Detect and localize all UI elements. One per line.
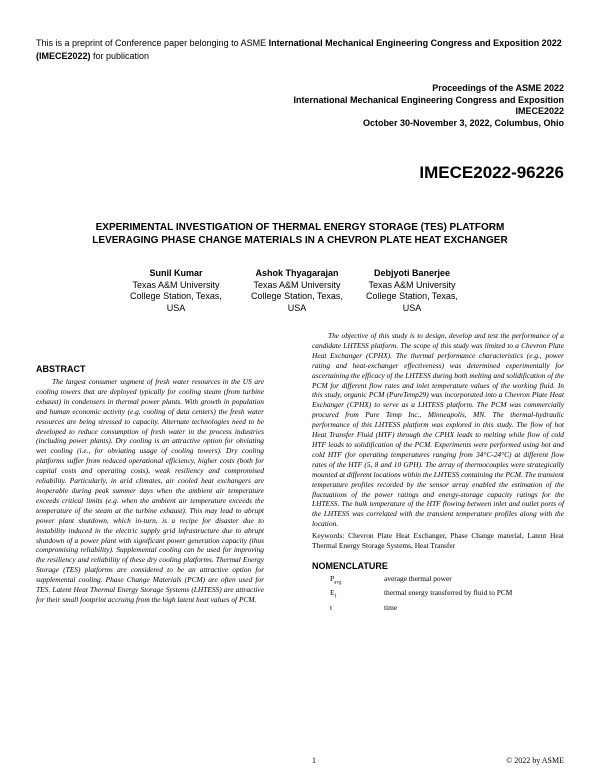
author-block — [243, 268, 351, 314]
preprint-prefix: This is a preprint of Conference paper belonging to ASME — [36, 38, 269, 48]
preprint-suffix: for publication — [90, 50, 150, 61]
nomenclature-definition: thermal energy transferred by fluid to PCM — [384, 588, 513, 598]
nomenclature-symbol: t — [330, 602, 333, 612]
author-affiliation: Texas A&M University — [368, 279, 456, 290]
author-name: Sunil Kumar — [149, 268, 203, 278]
proceedings-line: IMECE2022 — [515, 106, 564, 116]
author-city: College Station, Texas, — [251, 291, 343, 301]
nomenclature-heading: NOMENCLATURE — [312, 560, 388, 571]
nomenclature-symbol: $E_f$ — [330, 588, 337, 600]
paper-id: IMECE2022-96226 — [419, 163, 564, 182]
proceedings-line: Proceedings of the ASME 2022 — [432, 83, 564, 93]
author-name: Debjyoti Banerjee — [373, 268, 451, 278]
author-name: Ashok Thyagarajan — [255, 268, 339, 278]
nomenclature-row — [312, 603, 564, 617]
conference-name: International Mechanical Engineering Congress and Exposition 2022 (IMECE2022) — [36, 38, 562, 61]
keywords: Keywords: Chevron Plate Heat Exchanger, Phase Change material, Latent Heat Thermal Energy Storage Systems, Heat Transfer — [312, 531, 564, 551]
nomenclature-definition: average thermal power — [384, 573, 452, 583]
author-country: USA — [287, 302, 307, 313]
page-number: 1 — [312, 756, 316, 765]
preprint-notice — [36, 37, 564, 62]
paper-title — [40, 221, 560, 247]
nomenclature-row — [312, 574, 564, 588]
objective-paragraph: The objective of this study is to design, develop and test the performance of a candidate LHTESS platform. The scope of this study was limited to a Chevron Plate Heat Exchanger (CPHX). The thermal performance characteristics (e.g., power rating and heat-exchanger effectiveness) was determined experimentally for ascertaining the efficacy of the LHTESS during both melting and solidification of the PCM for different flow rates and inlet temperature values of the working fluid. In this study, organic PCM (PureTemp29) was incorporated into a Chevron Plate Heat Exchanger (CPHX) to serve as a LHTESS platform. The PCM was commercially procured from Pure Temp Inc., Minneapolis, MN. The thermal-hydraulic performance of this LHTESS platform was explored in this study. The flow of hot Heat Transfer Fluid (HTF) through the CPHX leads to melting while flow of cold HTF leads to solidification of the PCM. Experiments were performed using hot and cold HTF (for operating temperatures ranging from 34°C-24°C) at different flow rates of the HTF (5, 8 and 10 GPH). The array of thermocouples were strategically mounted at different locations within the LHTESS containing the PCM. The transient temperature profiles recorded by the sensor array enabled the estimation of the fluctuations of the power ratings and energy-storage capacity ratings for the LHTESS. The bulk temperature of the HTF flowing between inlet and outlet ports of the LHTESS was correlated with the transient temperature profiles along with the location. — [312, 331, 564, 529]
nomenclature-symbol: $P_{avg}$ — [330, 573, 342, 586]
nomenclature-row — [312, 588, 564, 602]
title-line: LEVERAGING PHASE CHANGE MATERIALS IN A CHEVRON PLATE HEAT EXCHANGER — [92, 235, 508, 246]
author-city: College Station, Texas, — [366, 291, 458, 301]
proceedings-line: International Mechanical Engineering Congress and Exposition — [293, 94, 564, 105]
author-block — [358, 268, 466, 314]
left-column — [36, 364, 264, 605]
author-country: USA — [166, 302, 186, 313]
title-line: EXPERIMENTAL INVESTIGATION OF THERMAL ENERGY STORAGE (TES) PLATFORM — [95, 222, 505, 233]
author-block — [122, 268, 230, 314]
author-affiliation: Texas A&M University — [132, 279, 220, 290]
right-column — [312, 331, 564, 617]
author-country: USA — [402, 302, 422, 313]
proceedings-line: October 30-November 3, 2022, Columbus, Ohio — [362, 117, 564, 128]
proceedings-block — [293, 83, 564, 129]
author-city: College Station, Texas, — [130, 291, 222, 301]
copyright: © 2022 by ASME — [506, 756, 564, 765]
abstract-heading: ABSTRACT — [36, 364, 86, 374]
author-affiliation: Texas A&M University — [253, 279, 341, 290]
abstract-text: The largest consumer segment of fresh water resources in the US are cooling towers that are deployed typically for cooling steam (from turbine exhaust) in condensers in thermal power plants. With growth in population and human economic activity (e.g. cooling of data centers) the fresh water resources are being stressed to capacity. Alternate technologies need to be developed to reduce consumption of fresh water in the process industries (including power plants). Dry cooling is an attractive option for obviating wet cooling (i.e., for obviating usage of cooling towers). Dry cooling platforms suffer from reduced operational efficiency, higher costs (both for capital costs and operating costs), weak resiliency and compromised reliability. Particularly, in arid climates, air cooled heat exchangers are inoperable during peak summer days when the ambient air temperature exceeds critical limits (e.g. when the ambient air temperature exceeds the temperature of the steam at the turbine exhaust). This may lead to abrupt power plant shutdown, which in-turn, is a recipe for disaster due to instability induced in the electric supply grid infrastructure due to abrupt shutdown of a power plant with significant power generation capacity (thus compromising reliability). Supplemental cooling can be used for improving the resiliency and reliability of these dry cooling platforms. Thermal Energy Storage (TES) platforms are considered to be an attractive option for supplemental cooling. Phase Change Materials (PCM) are often used for TES. Latent Heat Thermal Energy Storage Systems (LHTESS) are attractive for their small footprint accruing from the high latent heat values of PCM. — [36, 377, 264, 604]
nomenclature-definition: time — [384, 602, 398, 612]
